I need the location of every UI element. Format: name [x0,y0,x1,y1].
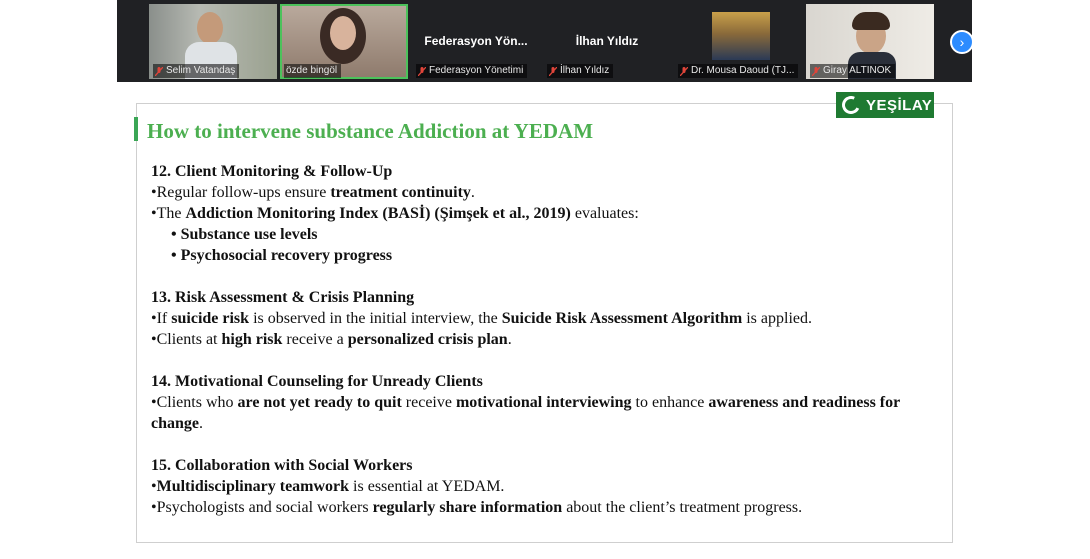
section-15-heading: 15. Collaboration with Social Workers [151,457,413,474]
slide-content [151,161,943,518]
section-13-line-1: •If suicide risk is observed in the initial interview, the Suicide Risk Assessment Algorithm is applied. [151,310,812,327]
participant-label [416,64,527,78]
participant-label [284,64,341,78]
section-12-subitem-1: • Substance use levels [171,226,318,243]
mic-muted-icon [155,67,163,76]
yesilay-logo [836,92,934,118]
participant-label [547,64,613,78]
participant-name: Dr. Mousa Daoud (TJ... [691,65,795,76]
participant-face [197,12,223,44]
title-accent-bar [134,117,138,141]
participant-thumbnail [712,12,770,60]
section-14-heading: 14. Motivational Counseling for Unready Clients [151,373,483,390]
participant-strip [117,0,972,82]
section-13-heading: 13. Risk Assessment & Crisis Planning [151,289,415,306]
participant-name: Selim Vatandaş [166,65,236,76]
participant-tile-6[interactable] [806,4,934,79]
participant-label [810,64,895,78]
participant-tile-4[interactable] [543,4,671,79]
section-15-line-1: •Multidisciplinary teamwork is essential at YEDAM. [151,478,505,495]
mic-muted-icon [549,67,557,76]
section-12-line-2: •The Addiction Monitoring Index (BASİ) (Şimşek et al., 2019) evaluates: [151,205,639,222]
participant-label [153,64,239,78]
logo-text: YEŞİLAY [866,96,933,114]
section-12-heading: 12. Client Monitoring & Follow-Up [151,163,393,180]
crescent-icon [839,93,862,116]
participant-label [678,64,798,78]
participant-tile-5[interactable] [674,4,802,79]
participant-tile-2[interactable] [280,4,408,79]
participant-name-center: Federasyon Yön... [424,34,528,48]
slide-title: How to intervene substance Addiction at YEDAM [147,119,594,143]
mic-muted-icon [680,67,688,76]
participant-name: Giray ALTINOK [823,65,892,76]
participant-name: özde bingöl [286,65,338,76]
participant-name-center: İlhan Yıldız [575,34,639,48]
participant-face [330,16,356,50]
section-14-line-1: •Clients who are not yet ready to quit receive motivational interviewing to enhance awareness and readiness for change. [151,394,900,432]
next-participants-button[interactable] [950,30,974,54]
mic-muted-icon [418,67,426,76]
participant-name: Federasyon Yönetimi [429,65,524,76]
mic-muted-icon [812,67,820,76]
section-15-line-2: •Psychologists and social workers regularly share information about the client’s treatment progress. [151,499,803,516]
section-12-line-1: •Regular follow-ups ensure treatment continuity. [151,184,475,201]
participant-tile-1[interactable] [149,4,277,79]
participant-name: İlhan Yıldız [560,65,610,76]
chevron-right-icon: › [959,34,965,50]
section-13-line-2: •Clients at high risk receive a personalized crisis plan. [151,331,512,348]
section-12-subitem-2: • Psychosocial recovery progress [171,247,393,264]
participant-hair [852,12,890,30]
participant-tile-3[interactable] [412,4,540,79]
